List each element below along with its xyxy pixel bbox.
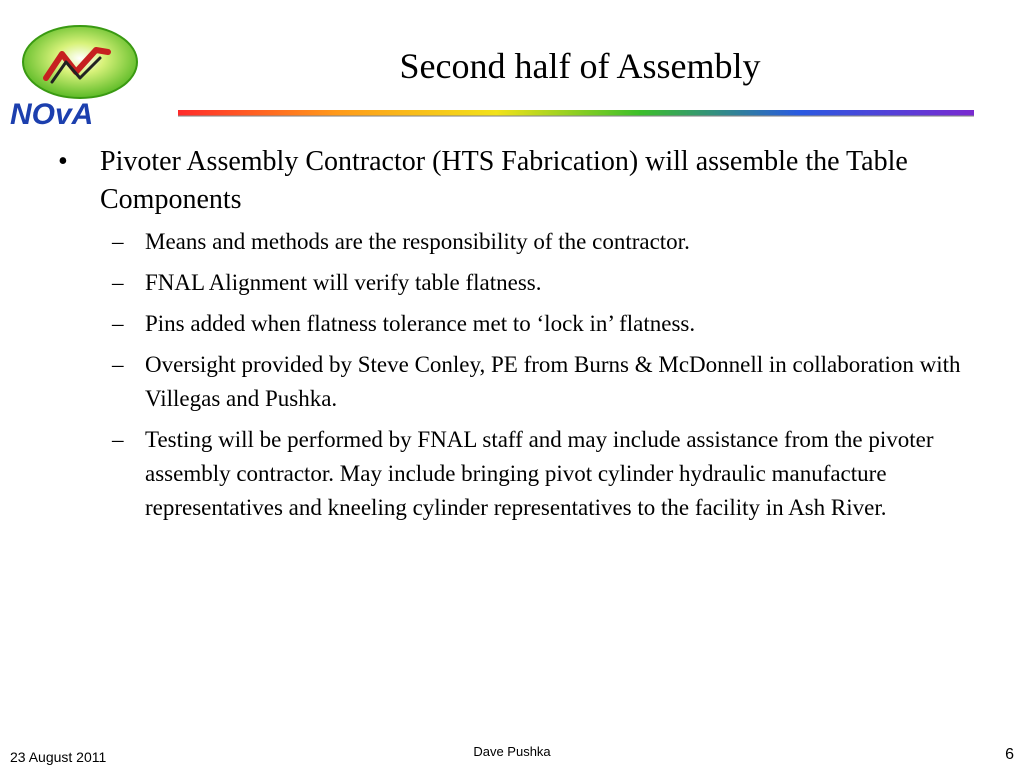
sub-bullet-text: Means and methods are the responsibility of the contractor.: [145, 229, 690, 254]
sub-bullet-item: [100, 348, 978, 416]
slide-title: Second half of Assembly: [399, 46, 761, 86]
sub-bullet-item: [100, 266, 978, 300]
sub-bullet-item: [100, 423, 978, 525]
sub-bullet-item: [100, 225, 978, 259]
bullet-mark: •: [58, 146, 68, 177]
sub-bullet-text: Pins added when flatness tolerance met to ‘lock in’ flatness.: [145, 311, 696, 336]
sub-bullet-item: [100, 307, 978, 341]
sub-bullet-text: Oversight provided by Steve Conley, PE from Burns & McDonnell in collaboration with Villegas and Pushka.: [145, 352, 961, 411]
page-number: 6: [1005, 746, 1014, 763]
dash-mark: –: [112, 229, 124, 254]
bullet-text: Pivoter Assembly Contractor (HTS Fabrication) will assemble the Table Components: [100, 146, 908, 215]
dash-mark: –: [112, 352, 124, 377]
slide-content: [58, 143, 978, 532]
bullet-item: [58, 143, 978, 219]
dash-mark: –: [112, 311, 124, 336]
svg-text:NOvA: NOvA: [10, 98, 94, 128]
footer-date: 23 August 2011: [10, 749, 107, 765]
sub-bullet-list: [58, 225, 978, 525]
dash-mark: –: [112, 427, 124, 452]
footer-author: Dave Pushka: [473, 744, 551, 759]
title-divider: [178, 109, 974, 119]
dash-mark: –: [112, 270, 124, 295]
sub-bullet-text: Testing will be performed by FNAL staff and may include assistance from the pivoter assembly contractor. May include bringing pivot cylinder hydraulic manufacture representatives and kneeling cylinder representatives to the facility in Ash River.: [145, 427, 934, 520]
nova-logo: [4, 20, 160, 128]
sub-bullet-text: FNAL Alignment will verify table flatness.: [145, 270, 542, 295]
